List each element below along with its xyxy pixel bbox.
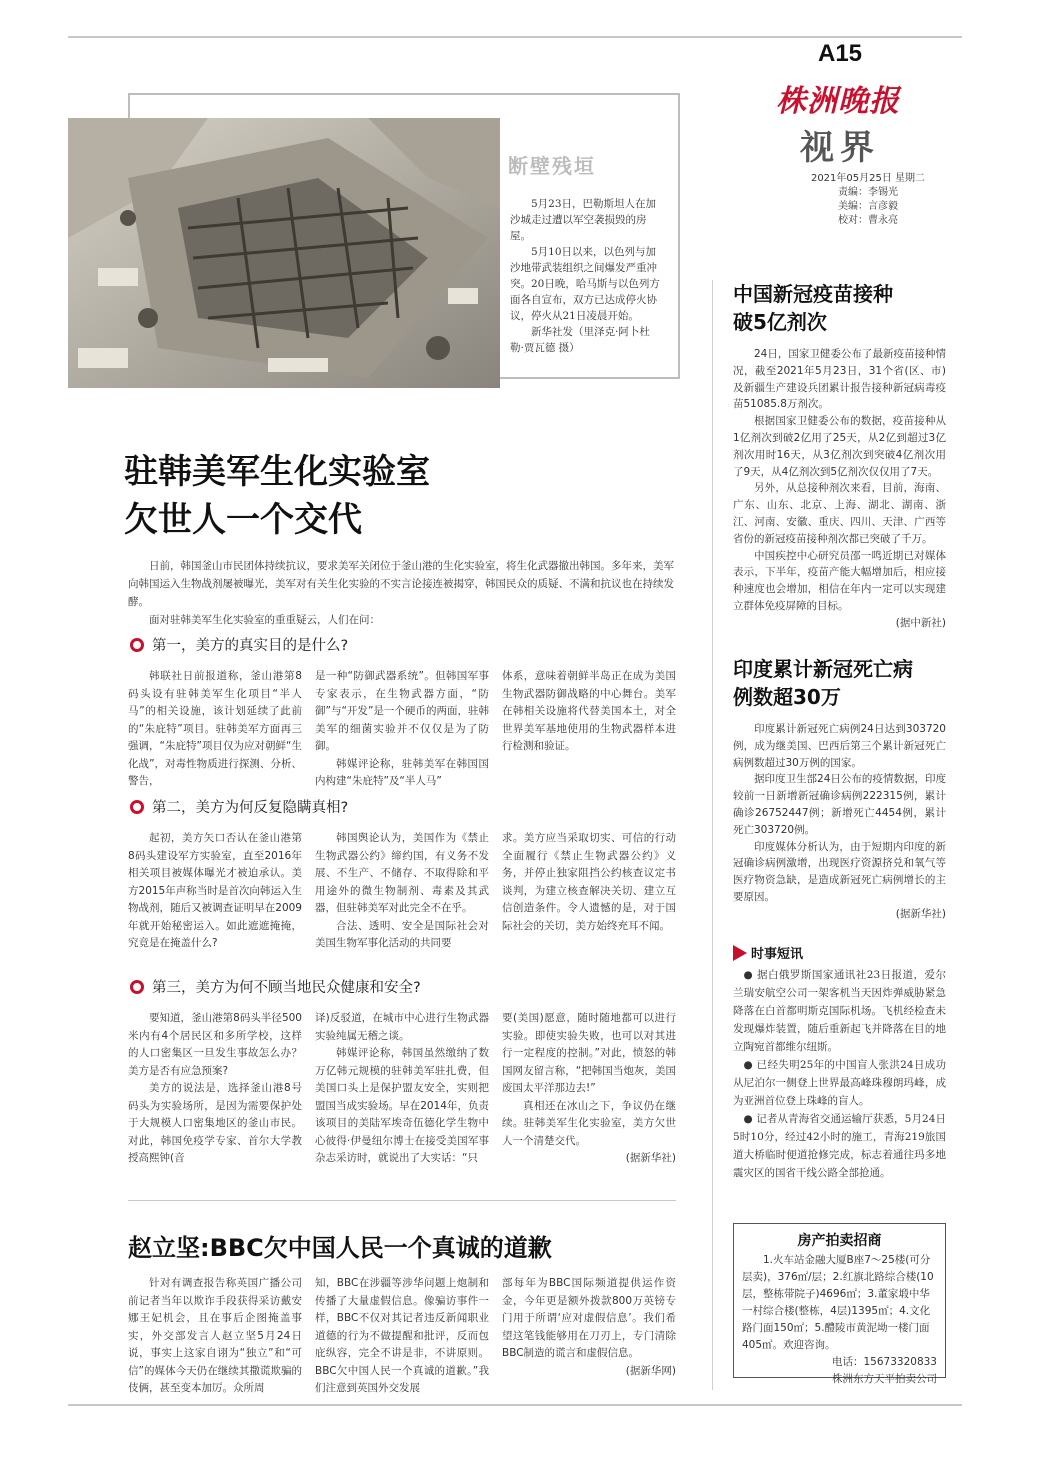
brief-item-2: ● 已经失明25年的中国盲人张洪24日成功从尼泊尔一侧登上世界最高峰珠穆朗玛峰，成为亚洲首位登上珠峰的盲人。 [733,1059,946,1107]
brief-item-3: ● 记者从青海省交通运输厅获悉，5月24日5时10分，经过42小时的施工，青海219旅国道大桥临时便道抢修完成，标志着通往玛多地震灾区的国省干线公路全部抢通。 [733,1113,947,1179]
bottom-col-1 [128,1275,302,1398]
india-source: (据新华社) [895,907,946,920]
q2-para-3: 合法、透明、安全是国际社会对美国生物军事化活动的共同要 [315,919,489,949]
india-headline [733,655,946,711]
q1-para-4: 体系，意味着朝鲜半岛正在成为美国生物武器防御战略的中心舞台。美军在韩相关设施将代替美国本土，对全世界美军基地使用的生物武器样本进行检测和验证。 [502,670,676,752]
bullet-circle-icon [130,980,144,994]
brief-item-1: ● 据白俄罗斯国家通讯社23日报道，爱尔兰瑞安航空公司一架客机当天因炸弹威胁紧急降落在白首都明斯克国际机场。飞机经检查未发现爆炸装置，随后重新起飞并降落在目的地立陶宛首都维尔纽斯。 [733,969,946,1053]
vaccine-para-1: 24日，国家卫健委公布了最新疫苗接种情况，截至2021年5月23日，31个省(区、市)及新疆生产建设兵团累计报告接种新冠病毒疫苗51085.8万剂次。 [733,348,946,411]
q3-para-6: 真相还在冰山之下，争议仍在继续。驻韩美军生化实验室，美方欠世人一个清楚交代。 [502,1099,676,1147]
q1-para-3: 韩媒评论称，驻韩美军在韩国国内构建“朱庇特”及“半人马” [315,757,489,787]
vaccine-para-4: 中国疾控中心研究员邵一鸣近期已对媒体表示，下半年，疫苗产能大幅增加后，相应接种速度也会增加，相信在年内一定可以实现建立群体免疫屏障的目标。 [733,549,946,612]
right-column-divider [712,280,713,1390]
bottom-para-2: 知，BBC在涉疆等涉华问题上炮制和传播了大量虚假信息。像骗访事件一样，BBC不仅对其记者违反新闻职业道德的行为不做提醒和批评，反而包庇纵容，完全不讲是非，不讲原则。BBC欠中国人民一个真诚的道歉。”我们注意到英国外交发展 [315,1277,489,1394]
vaccine-headline-line-1: 中国新冠疫苗接种 [733,282,893,306]
briefs-label-text: 时事短讯 [751,947,804,962]
designer-credit: 美编：言彦毅 [838,201,898,212]
header-meta [768,172,968,228]
q1-para-2: 是一种“防御武器系统”。但韩国军事专家表示，在生物武器方面，“防御”与“开发”是一个硬币的两面，驻韩美军的细菌实验并不仅仅是为了防御。 [315,670,489,752]
arrow-marker-icon [733,945,747,961]
vaccine-headline [733,280,946,336]
brief-item-3-text: 记者从青海省交通运输厅获悉，5月24日5时10分，经过42小时的施工，青海219旅国道大桥临时便道抢修完成，标志着通往玛多地震灾区的国省干线公路全部抢通。 [733,1113,947,1179]
briefs-label [733,943,803,962]
ad-title: 房产拍卖招商 [797,1233,882,1249]
q3-para-5: 要(美国)愿意，随时随地都可以进行实验。即使实验失败，也可以对其进行一定程度的控制。”对此，愤怒的韩国网友留言称，“把韩国当炮灰，美国废国太平洋那边去!” [502,1012,676,1094]
caption-para-2: 5月10日以来，以色列与加沙地带武装组织之间爆发严重冲突。20日晚，哈马斯与以色列方面各自宣布，双方已达成停火协议，停火从21日凌晨开始。 [510,246,660,322]
q2-col-3 [502,830,676,935]
ad-body-text: 1.火车站金融大厦B座7～25楼(可分层卖)，376㎡/层；2.红旗北路综合楼(10层，整栋带院子)4696㎡；3.董家塅中华一村综合楼(整栋，4层)1395㎡；4.文化路门面150㎡；5.醴陵市黄泥坳一楼门面405㎡。欢迎咨询。 [742,1254,934,1351]
q1-col-1 [128,668,302,791]
masthead-logo: 株洲晚报 [776,84,900,119]
main-headline-line-1: 驻韩美军生化实验室 [124,452,430,492]
bottom-col-2 [315,1275,489,1398]
editor-credit: 责编：李锡光 [838,187,898,198]
photo-caption [510,196,660,356]
bottom-article-rule [128,1200,676,1201]
q3-para-2: 美方的说法是，选择釜山港8号码头为实验场所，是因为需要保护处于大规模人口密集地区的釜山市民。对此，韩国免疫学专家、首尔大学教授高熙钟(音 [128,1082,302,1164]
vaccine-headline-line-2: 破5亿剂次 [733,310,827,334]
question-1-heading [130,634,348,655]
main-lede [128,557,676,629]
q3-col-1 [128,1010,302,1168]
q2-para-1: 起初，美方矢口否认在釜山港第8码头建设军方实验室，直至2016年相关项目被媒体曝光才被迫承认。美方2015年声称当时是首次向韩运入生物战剂，随后又被调查证明早在2009年就开始秘密运入。如此遮遮掩掩，究竟是在掩盖什么? [128,832,302,949]
vaccine-para-2: 根据国家卫健委公布的数据，疫苗接种从1亿剂次到破2亿用了25天，从2亿到超过3亿剂次用时16天，从3亿剂次到突破4亿剂次用了9天，从4亿剂次到5亿剂次仅仅用了7天。 [733,415,946,478]
q3-para-3: 译)反驳道，在城市中心进行生物武器实验纯属无稽之谈。 [315,1012,489,1042]
q3-para-4: 韩媒评论称，韩国虽然缴纳了数万亿韩元规模的驻韩美军驻扎费，但美国口头上是保护盟友安全，实则把盟国当成实验场。早在2014年，负责该项目的美陆军埃奇伍德化学生物中心彼得·伊曼纽尔博士在接受美国军事杂志采访时，就说出了大实话：“只 [315,1047,489,1164]
proofreader-credit: 校对：曹永亮 [838,215,898,226]
bullet-circle-icon [130,638,144,652]
india-para-2: 据印度卫生部24日公布的疫情数据，印度较前一日新增新冠确诊病例222315例，累计确诊26752447例；新增死亡4454例，累计死亡303720例。 [733,773,946,836]
question-3-heading [130,976,421,997]
india-headline-line-2: 例数超30万 [733,685,841,709]
brief-item-1-text: 据白俄罗斯国家通讯社23日报道，爱尔兰瑞安航空公司一架客机当天因炸弹威胁紧急降落在白首都明斯克国际机场。飞机经检查未发现爆炸装置，随后重新起飞并降落在目的地立陶宛首都维尔纽斯。 [733,969,946,1053]
q3-para-1: 要知道，釜山港第8码头半径500米内有4个居民区和多所学校，这样的人口密集区一旦发生事故怎么办？美方是否有应急预案? [128,1012,302,1077]
ad-body [734,1250,945,1388]
q2-col-2 [315,830,489,953]
bottom-rule [68,1404,962,1406]
caption-para-1: 5月23日，巴勒斯坦人在加沙城走过遭以军空袭损毁的房屋。 [510,198,657,242]
bottom-article-source: (据新华网) [625,1364,676,1377]
vaccine-para-3: 另外，从总接种剂次来看，目前，海南、广东、山东、北京、上海、湖北、湖南、浙江、河南、安徽、重庆、四川、天津、广西等省份的新冠疫苗接种剂次都已突破了千万。 [733,482,946,545]
ad-phone: 电话：15673320833 [832,1356,937,1368]
india-headline-line-1: 印度累计新冠死亡病 [733,657,913,681]
question-2-text: 第二，美方为何反复隐瞒真相? [152,800,349,816]
q3-col-2 [315,1010,489,1168]
main-article-source: (据新华社) [625,1152,676,1164]
ad-company: 株洲东方天平拍卖公司 [832,1373,937,1385]
lede-para-2: 面对驻韩美军生化实验室的重重疑云，人们在问： [149,614,380,626]
india-para-1: 印度累计新冠死亡病例24日达到303720例，成为继美国、巴西后第三个累计新冠死亡病例数超过30万例的国家。 [733,723,946,769]
briefs-list [733,966,946,1182]
q1-col-2 [315,668,489,791]
question-2-heading [130,796,348,817]
main-headline [124,448,430,544]
bullet-circle-icon [130,800,144,814]
q2-col-1 [128,830,302,953]
vaccine-article [733,346,946,632]
q3-col-3 [502,1010,676,1168]
rubble-photo [68,118,500,388]
question-3-text: 第三，美方为何不顾当地民众健康和安全? [152,980,421,996]
q1-para-1: 韩联社日前报道称，釜山港第8码头设有驻韩美军生化项目“半人马”的相关设施，该计划延续了此前的“朱庇特”项目。驻韩美军方面再三强调，“朱庇特”项目仅为应对朝鲜“生化战”，对毒性物质进行探测、分析、警告， [128,670,302,787]
brief-item-2-text: 已经失明25年的中国盲人张洪24日成功从尼泊尔一侧登上世界最高峰珠穆朗玛峰，成为亚洲首位登上珠峰的盲人。 [733,1059,946,1107]
q2-para-4: 求。美方应当采取切实、可信的行动全面履行《禁止生物武器公约》义务，并停止独家阻挡公约核查议定书谈判，为建立核查解决关切、建立互信创造条件。令人遗憾的是，对于国际社会的关切，美方始终充耳不闻。 [502,832,676,932]
page-number: A15 [818,40,863,67]
top-rule [68,36,962,38]
q2-para-2: 韩国舆论认为，美国作为《禁止生物武器公约》缔约国，有义务不发展、不生产、不储存、不取得除和平用途外的微生物制剂、毒素及其武器，但驻韩美军对此完全不在乎。 [315,832,489,914]
auction-ad [733,1223,946,1385]
photo-title: 断壁残垣 [508,154,596,178]
main-headline-line-2: 欠世人一个交代 [124,500,362,540]
question-1-text: 第一，美方的真实目的是什么? [152,638,349,654]
vaccine-source: (据中新社) [895,616,946,629]
bottom-col-3 [502,1275,676,1380]
caption-credit: 新华社发（里泽克·阿卜杜勒·贾瓦德 摄） [510,326,650,354]
india-para-3: 印度媒体分析认为，由于短期内印度的新冠确诊病例激增，出现医疗资源挤兑和氧气等医疗物资急缺，是造成新冠死亡病例增长的主要原因。 [733,840,946,903]
bottom-para-3: 部每年为BBC国际频道提供运作资金，今年更是额外拨款800万英镑专门用于所谓‘应对虚假信息’。我们希望这笔钱能够用在刀刃上，专门清除BBC制造的谎言和虚假信息。 [502,1277,676,1359]
bottom-para-1: 针对有调查报告称英国广播公司前记者当年以欺诈手段获得采访戴安娜王妃机会，且在事后企图掩盖事实，外交部发言人赵立坚5月24日说，事实上这家自诩为“独立”和“可信”的媒体今天仍在继续其撒谎欺骗的伎俩，甚至变本加厉。众所周 [128,1277,302,1394]
issue-date: 2021年05月25日 星期二 [810,173,926,184]
section-title: 视界 [800,128,880,168]
lede-para-1: 日前，韩国釜山市民团体持续抗议，要求美军关闭位于釜山港的生化实验室，将生化武器撤出韩国。多年来，美军向韩国运入生物战剂屡被曝光，美军对有关生化实验的不实言论接连被揭穿，韩国民众的质疑、不满和抗议也在持续发酵。 [128,560,674,608]
q1-col-3 [502,668,676,756]
india-article [733,721,946,923]
bottom-headline: 赵立坚:BBC欠中国人民一个真诚的道歉 [128,1234,552,1262]
